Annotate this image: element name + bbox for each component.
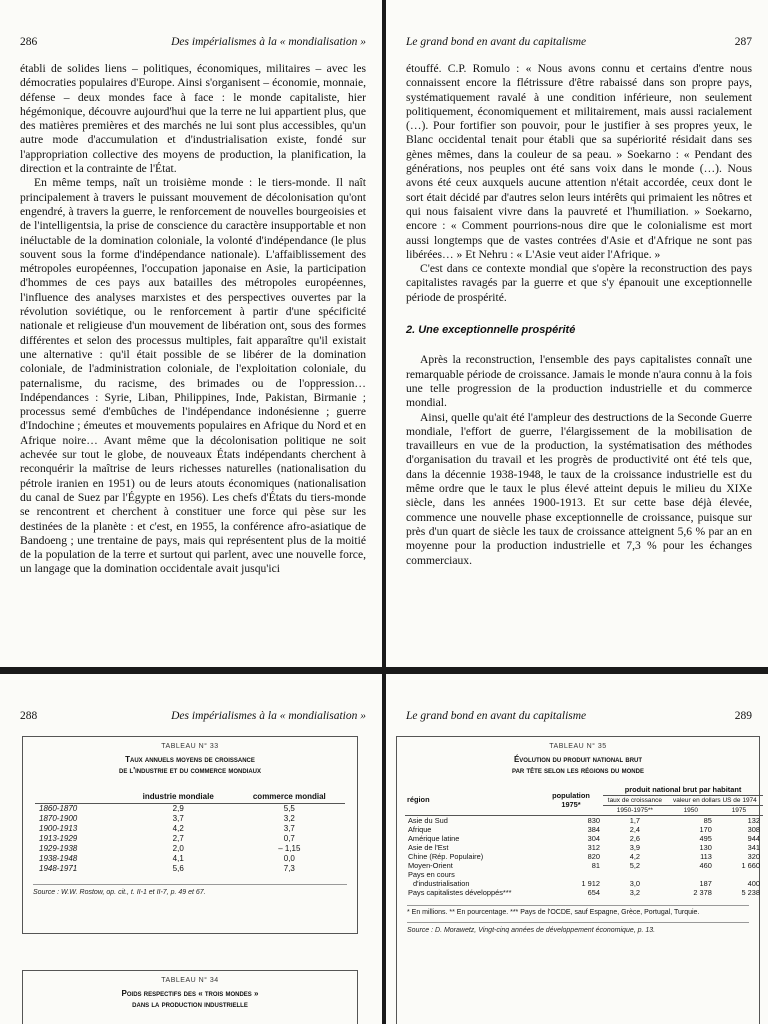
valeur-1950-cell (667, 870, 715, 879)
valeur-1950-cell: 170 (699, 825, 712, 834)
commerce-cell: 3,2 (283, 814, 295, 823)
col-header-industrie: industrie mondiale (142, 792, 214, 801)
paragraph: En même temps, naît un troisième monde : le tiers-monde. Il naît principalement à travers le puissant mouvement de décolonisation qu'ont engendré, à travers la guerre, le renforcement de nouvelles bourgeoisies et de l'intelligentsia, la prise de conscience du caractère insupportable et non inéluctable de la domination coloniale, la volonté d'indépendance (le plus souvent sous la forme d'indépendance nationale). L'affaiblissement des métropoles européennes, l'occupation japonaise en Asie, la participation d'hommes de ces pays aux batailles des métropoles européennes, l'influence des analyses marxistes et des perspectives ouvertes par la révolution soviétique, ou le renforcement à partir d'une spécificité nationale et religieuse d'un mouvement de libération ont, sous des formes différentes et selon des processus multiples, fait apparaître qu'il existait une alternative : qu'il était possible de se libérer de la domination coloniale, de l'administration coloniale, de l'exploitation coloniale, du paternalisme, du racisme, des brimades ou de l'oppression… Indépendances : Syrie, Liban, Philippines, Inde, Pakistan, Birmanie ; processus semé d'embûches de l'indépendance indonésienne ; guerre d'Indochine ; émeutes et mouvements populaires en Afrique du Nord et en Afrique noire… Avant même que la décolonisation politique ne soit achevée sur tout le globe, de nouveaux États indépendants cherchent à reconquérir la maîtrise de leurs richesses naturelles (nationalisation du pétrole iranien en 1951) ou de leurs atouts économiques (nationalisation du canal de Suez par l'Égypte en 1956). Les chefs d'États du tiers-monde se rencontrent et cherchent à constituer une force qui pèse sur les destinées de la planète : et c'est, en 1955, la conférence afro-asiatique de Bandoeng ; une trentaine de pays, mais qui représentent plus de la moitié de la population de la terre et surtout qui parlent, avec une nouvelle force, un langage que la domination occidentale avait jusqu'ici (20, 176, 366, 576)
region-cell: Chine (Rép. Populaire) (408, 852, 484, 861)
taux-cell: 1,7 (629, 816, 641, 825)
region-cell: Moyen-Orient (408, 861, 453, 870)
taux-cell: 3,0 (629, 879, 641, 888)
col-header-valeur: valeur en dollars US de 1974 (672, 797, 757, 804)
page-287 (386, 0, 768, 667)
valeur-1950-cell: 130 (699, 843, 712, 852)
table-label: TABLEAU N° 34 (161, 977, 219, 984)
valeur-1950-cell: 187 (699, 879, 712, 888)
table-title (397, 754, 759, 776)
taux-cell (603, 870, 667, 879)
col-header-period (35, 790, 123, 804)
period-cell: 1860-1870 (39, 804, 78, 813)
running-title: Le grand bond en avant du capitalisme (406, 36, 587, 48)
table-row (35, 804, 345, 815)
region-cell: Afrique (408, 825, 432, 834)
population-cell: 312 (587, 843, 600, 852)
table-row (405, 861, 763, 870)
table-title (23, 754, 357, 776)
table-row (405, 888, 763, 897)
table-35-body (405, 816, 763, 898)
table-35 (405, 784, 763, 897)
valeur-1975-cell (715, 870, 763, 879)
valeur-1975-cell: 1 660 (741, 861, 760, 870)
period-cell: 1913-1929 (39, 834, 78, 843)
table-title-line: Poids respectifs des « trois mondes » (121, 989, 259, 998)
population-cell: 384 (587, 825, 600, 834)
table-title-line: de l'industrie et du commerce mondiaux (118, 766, 261, 775)
table-note: * En millions. ** En pourcentage. *** Pays de l'OCDE, sauf Espagne, Grèce, Portugal, Turquie. (407, 909, 700, 916)
period-cell: 1870-1900 (39, 814, 78, 823)
region-cell: Pays capitalistes développés*** (408, 888, 512, 897)
valeur-1975-cell: 400 (747, 879, 760, 888)
population-cell: 81 (591, 861, 600, 870)
region-cell: Asie de l'Est (408, 843, 449, 852)
running-title: Des impérialismes à la « mondialisation » (171, 36, 366, 48)
table-title-line: dans la production industrielle (132, 1000, 248, 1009)
table-source: Source : W.W. Rostow, op. cit., t. II-1 et II-7, p. 49 et 67. (33, 889, 206, 896)
commerce-cell: 7,3 (283, 864, 295, 873)
valeur-1950-cell: 495 (699, 834, 712, 843)
valeur-1975-cell: 944 (747, 834, 760, 843)
valeur-1950-cell: 2 378 (693, 888, 712, 897)
table-34-box (22, 970, 358, 1024)
table-row (35, 824, 345, 834)
page-number: 287 (734, 36, 752, 48)
valeur-1975-cell: 320 (747, 852, 760, 861)
valeur-1975-cell: 308 (747, 825, 760, 834)
paragraph: établi de solides liens – politiques, économiques, militaires – avec les démocraties populaires d'Europe. Ainsi s'organisent – économie, monnaie, défense – deux mondes face à face : le monde capitaliste, hier hégémonique, découvre aujourd'hui que la terre ne lui appartient plus, que des matières premières et des marchés ne lui sont plus accessibles, qu'un autre mode d'accumulation et d'industrialisation existe, fondé sur l'appropriation collective des moyens de production, la planification, la direction et la contrainte de l'État. (20, 62, 366, 176)
region-cell: Asie du Sud (408, 816, 448, 825)
table-row (405, 852, 763, 861)
table-row (405, 834, 763, 843)
industrie-cell: 2,9 (172, 804, 184, 813)
table-title-line: par tête selon les régions du monde (512, 766, 644, 775)
paragraph: Ainsi, quelle qu'ait été l'ampleur des destructions de la Seconde Guerre mondiale, l'effort de guerre, l'élargissement de la mobilisation de travailleurs en vue de la production, la systématisation des méthodes d'organisation du travail et les progrès de productivité ont été tels que, dans la décennie 1938-1948, le taux de la croissance industrielle est du même ordre que le taux le plus élevé atteint depuis le milieu du XIXe siècle, dans les années 1900-1913. Et sur cette base déjà élevée, commence une nouvelle phase exceptionnelle de croissance, puisque sur près d'un quart de siècle les taux de croissance atteignent 5,6 % par an en moyenne pour la production industrielle et 7,3 % pour les échanges commerciaux. (406, 410, 752, 567)
body-text (20, 62, 366, 577)
commerce-cell: 5,5 (283, 804, 295, 813)
industrie-cell: 4,2 (172, 824, 184, 833)
col-header-commerce: commerce mondial (252, 792, 326, 801)
population-cell (539, 870, 603, 879)
page-header (406, 710, 752, 722)
population-cell: 830 (587, 816, 600, 825)
region-cell: Amérique latine (408, 834, 460, 843)
table-33-body (35, 804, 345, 875)
period-cell: 1938-1948 (39, 854, 78, 863)
section-heading: 2. Une exceptionnelle prospérité (406, 324, 576, 337)
page-header (20, 36, 366, 48)
col-header-1975: 1975 (715, 806, 763, 816)
commerce-cell: – 1,15 (278, 844, 301, 853)
table-row (35, 864, 345, 874)
valeur-1950-cell: 85 (703, 816, 712, 825)
table-row (35, 854, 345, 864)
industrie-cell: 3,7 (172, 814, 184, 823)
table-row (35, 834, 345, 844)
col-header-region: région (407, 795, 430, 804)
taux-cell: 4,2 (629, 852, 641, 861)
col-header-period: 1950-1975** (603, 806, 667, 816)
running-title: Des impérialismes à la « mondialisation » (171, 710, 366, 722)
taux-cell: 5,2 (629, 861, 641, 870)
commerce-cell: 3,7 (283, 824, 295, 833)
period-cell: 1929-1938 (39, 844, 78, 853)
table-33 (35, 790, 345, 874)
commerce-cell: 0,0 (283, 854, 295, 863)
col-header-pnb: produit national brut par habitant (603, 784, 763, 796)
industrie-cell: 2,0 (172, 844, 184, 853)
table-title (23, 988, 357, 1010)
valeur-1975-cell: 5 238 (741, 888, 760, 897)
col-header-1950: 1950 (667, 806, 715, 816)
population-label: population (552, 790, 590, 800)
page-288 (0, 674, 382, 1024)
table-source: Source : D. Morawetz, Vingt-cinq années de développement économique, p. 13. (407, 927, 656, 934)
page-number: 289 (734, 710, 752, 722)
industrie-cell: 4,1 (172, 854, 184, 863)
valeur-1975-cell: 132 (747, 816, 760, 825)
table-row (405, 879, 763, 888)
population-year: 1975* (561, 799, 581, 809)
page-289 (386, 674, 768, 1024)
table-label: TABLEAU N° 35 (549, 743, 607, 750)
table-row (405, 870, 763, 879)
table-row (35, 844, 345, 854)
paragraph: Après la reconstruction, l'ensemble des pays capitalistes connaît une remarquable période de croissance. Jamais le monde n'aura connu à la fois une telle progression de la production industrielle et du commerce mondial. (406, 353, 752, 410)
population-cell: 304 (587, 834, 600, 843)
running-title: Le grand bond en avant du capitalisme (406, 710, 587, 722)
valeur-1950-cell: 113 (700, 852, 712, 861)
page-header (406, 36, 752, 48)
table-label: TABLEAU N° 33 (161, 743, 219, 750)
period-cell: 1900-1913 (39, 824, 78, 833)
industrie-cell: 5,6 (172, 864, 184, 873)
population-cell: 654 (587, 888, 600, 897)
region-cell: Pays en cours (408, 870, 455, 879)
industrie-cell: 2,7 (172, 834, 184, 843)
period-cell: 1948-1971 (39, 864, 78, 873)
col-header-population (539, 784, 603, 816)
page-number: 286 (20, 36, 38, 48)
table-row (35, 814, 345, 824)
population-cell: 820 (587, 852, 600, 861)
table-row (405, 816, 763, 826)
taux-cell: 2,6 (629, 834, 641, 843)
commerce-cell: 0,7 (283, 834, 295, 843)
population-cell: 1 912 (581, 879, 600, 888)
table-title-line: Taux annuels moyens de croissance (125, 755, 255, 764)
page-286 (0, 0, 382, 667)
paragraph: C'est dans ce contexte mondial que s'opère la reconstruction des pays capitalistes ravagés par la guerre et que s'y épanouit une exceptionnelle période de prospérité. (406, 262, 752, 304)
table-row (405, 825, 763, 834)
page-number: 288 (20, 710, 38, 722)
table-title-line: Évolution du produit national brut (513, 755, 643, 764)
body-text (406, 62, 752, 568)
table-33-box (22, 736, 358, 934)
taux-cell: 3,9 (629, 843, 641, 852)
table-row (405, 843, 763, 852)
page-header (20, 710, 366, 722)
taux-cell: 3,2 (629, 888, 641, 897)
col-header-taux: taux de croissance (607, 797, 662, 804)
taux-cell: 2,4 (629, 825, 641, 834)
paragraph: étouffé. C.P. Romulo : « Nous avons connu et certains d'entre nous connaissent encore la flétrissure d'être rabaissé dans son propre pays, systématiquement ravalé à une condition inférieure, non seulement politiquement, économiquement et militairement, mais aussi racialement (…). Pour fortifier son pouvoir, pour le justifier à ses propres yeux, le Blanc occidental tenait pour établi que sa supériorité résidait dans ses gènes mêmes, dans la couleur de sa peau. » Soekarno : « Pendant des générations, nos peuples ont été sans voix dans le monde (…). Nous avons été ceux auxquels aucune attention n'était accordée, ceux dont le sort était décidé par d'autres selon leurs intérêts qui primaient les nôtres et qui nous faisaient vivre dans la pauvreté et l'humiliation. » Soekarno, encore : « Comment pourrions-nous dire que le colonialisme est mort aussi longtemps que de vastes contrées d'Asie et d'Afrique ne sont pas libérées… » Et Nehru : « L'Asie veut aider l'Afrique. » (406, 62, 752, 261)
table-35-box (396, 736, 760, 1024)
valeur-1975-cell: 341 (747, 843, 760, 852)
valeur-1950-cell: 460 (699, 861, 712, 870)
region-cell: d'industrialisation (413, 879, 470, 888)
